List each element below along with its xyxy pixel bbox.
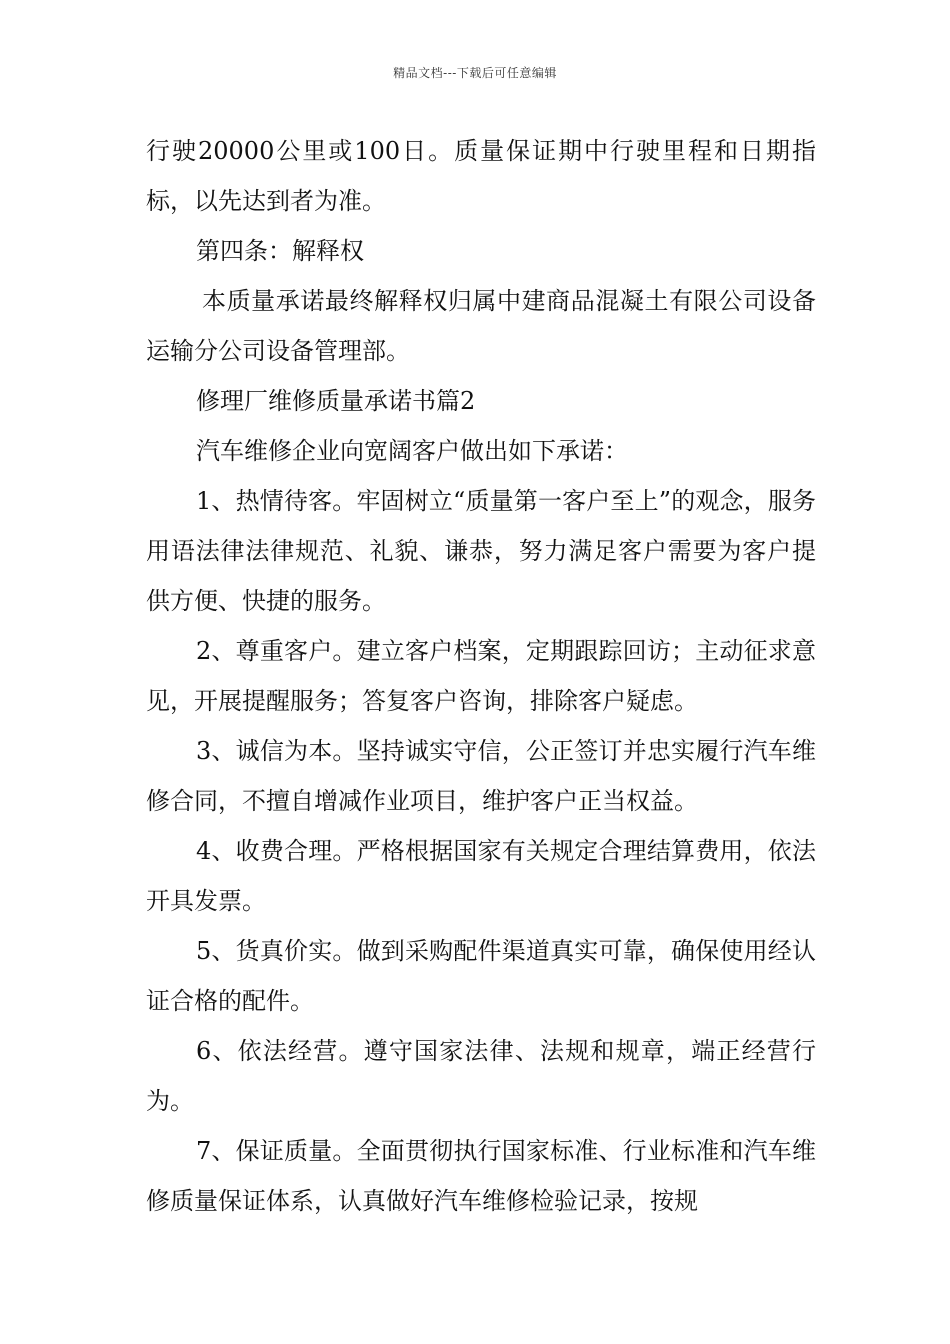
page-header: 精品文档---下载后可任意编辑: [393, 66, 557, 80]
paragraph-item-2: 2、尊重客户。建立客户档案，定期跟踪回访；主动征求意见，开展提醒服务；答复客户咨询，排除客户疑虑。: [146, 637, 816, 715]
paragraph-item-7: 7、保证质量。全面贯彻执行国家标准、行业标准和汽车维修质量保证体系，认真做好汽车维修检验记录，按规: [146, 1137, 816, 1215]
paragraph-intro: 汽车维修企业向宽阔客户做出如下承诺：: [196, 437, 628, 465]
paragraph-item-1: 1、热情待客。牢固树立“质量第一客户至上”的观念，服务用语法律法律规范、礼貌、谦恭，努力满足客户需要为客户提供方便、快捷的服务。: [146, 487, 816, 615]
paragraph-article-four-heading: 第四条：解释权: [196, 237, 364, 265]
paragraph-item-5: 5、货真价实。做到采购配件渠道真实可靠，确保使用经认证合格的配件。: [146, 937, 816, 1015]
paragraph-item-3: 3、诚信为本。坚持诚实守信，公正签订并忠实履行汽车维修合同，不擅自增减作业项目，维护客户正当权益。: [146, 737, 816, 815]
paragraph-section-title: 修理厂维修质量承诺书篇2: [196, 387, 476, 415]
paragraph-warranty-continuation: 行驶20000公里或100日。质量保证期中行驶里程和日期指标，以先达到者为准。: [146, 137, 816, 215]
paragraph-item-4: 4、收费合理。严格根据国家有关规定合理结算费用，依法开具发票。: [146, 837, 816, 915]
paragraph-item-6: 6、依法经营。遵守国家法律、法规和规章，端正经营行为。: [146, 1037, 816, 1115]
paragraph-interpretation-right: 本质量承诺最终解释权归属中建商品混凝土有限公司设备运输分公司设备管理部。: [146, 287, 816, 365]
document-body: [146, 126, 816, 1226]
